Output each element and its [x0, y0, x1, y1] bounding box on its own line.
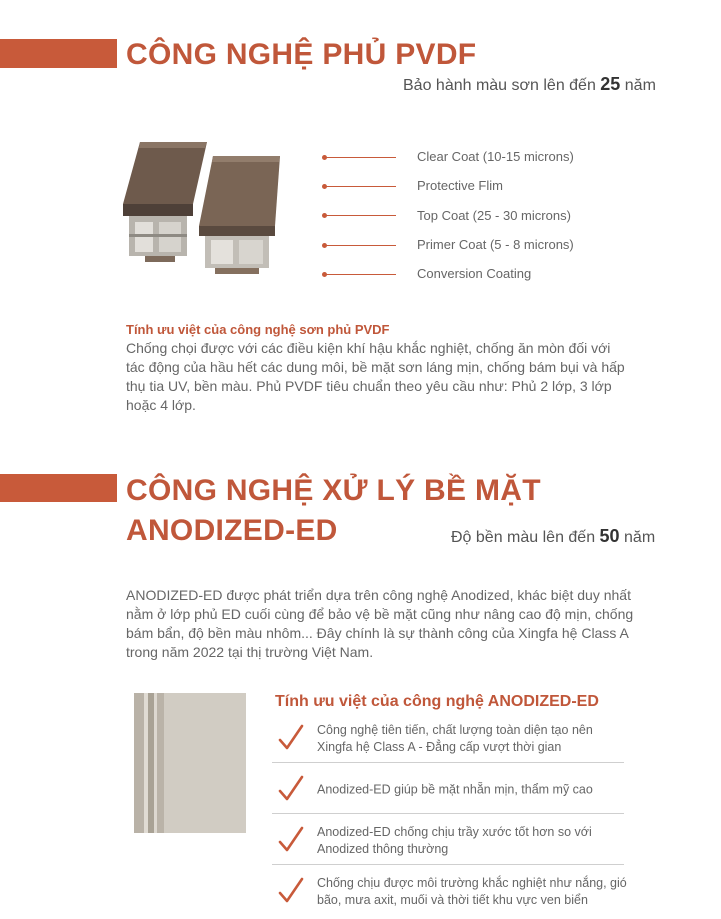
pvdf-advantage-title: Tính ưu việt của công nghệ sơn phủ PVDF [126, 322, 390, 337]
checkmark-icon [278, 826, 304, 854]
anodized-advantage-title: Tính ưu việt của công nghệ ANODIZED-ED [275, 693, 599, 710]
layer-item: Clear Coat (10-15 microns) [322, 142, 622, 171]
pvdf-title: CÔNG NGHỆ PHỦ PVDF [126, 38, 477, 71]
checkmark-icon [278, 775, 304, 803]
layer-item: Top Coat (25 - 30 microns) [322, 201, 622, 230]
checkmark-icon [278, 724, 304, 752]
leader-line [324, 215, 396, 216]
pvdf-warranty-years: 25 [600, 74, 621, 94]
anodized-title-line1: CÔNG NGHỆ XỬ LÝ BỀ MẶT [126, 474, 541, 507]
leader-line [324, 245, 396, 246]
anodized-accent-bar [0, 474, 117, 502]
anodized-durability: Độ bền màu lên đến 50 năm [451, 526, 656, 546]
checkmark-icon [278, 877, 304, 905]
layer-item: Conversion Coating [322, 259, 622, 288]
layer-item: Protective Flim [322, 171, 622, 200]
pvdf-warranty: Bảo hành màu sơn lên đến 25 năm [403, 74, 656, 94]
anodized-advantage-list [272, 716, 627, 919]
leader-line [324, 274, 396, 275]
pvdf-layer-list [322, 142, 622, 288]
anodized-title-line2: ANODIZED-ED [126, 514, 338, 547]
pvdf-accent-bar [0, 39, 117, 68]
advantage-item: Công nghệ tiên tiến, chất lượng toàn diện tạo nên Xingfa hệ Class A - Đẳng cấp vượt thời gian [272, 716, 624, 763]
anodized-panel-image [134, 693, 246, 833]
advantage-item: Anodized-ED giúp bề mặt nhẵn mịn, thẩm mỹ cao [272, 767, 624, 814]
leader-line [324, 186, 396, 187]
anodized-durability-years: 50 [599, 526, 620, 546]
layer-item: Primer Coat (5 - 8 microns) [322, 230, 622, 259]
advantage-item: Anodized-ED chống chịu trầy xước tốt hơn so với Anodized thông thường [272, 818, 624, 865]
pvdf-aluminum-profile-image [115, 138, 305, 278]
pvdf-advantage-text: Chống chọi được với các điều kiện khí hậu khắc nghiệt, chống ăn mòn đối với tác động của hầu hết các dung môi, bề mặt sơn láng mịn, chống bám bụi và hấp thụ tia UV, bền màu. Phủ PVDF tiêu chuẩn theo yêu cầu như: Phủ 2 lớp, 3 lớp hoặc 4 lớp. [126, 340, 625, 413]
leader-line [324, 157, 396, 158]
advantage-item: Chống chịu được môi trường khắc nghiệt như nắng, gió bão, mưa axit, muối và thời tiết khu vực ven biển [272, 869, 624, 915]
anodized-description: ANODIZED-ED được phát triển dựa trên công nghệ Anodized, khác biệt duy nhất nằm ở lớp phủ ED cuối cùng để bảo vệ bề mặt cũng như nâng cao độ mịn, chống bám bẩn, độ bền màu nhôm... Đây chính là sự thành công của Xingfa hệ Class A trong năm 2022 tại thị trường Việt Nam. [126, 587, 634, 660]
